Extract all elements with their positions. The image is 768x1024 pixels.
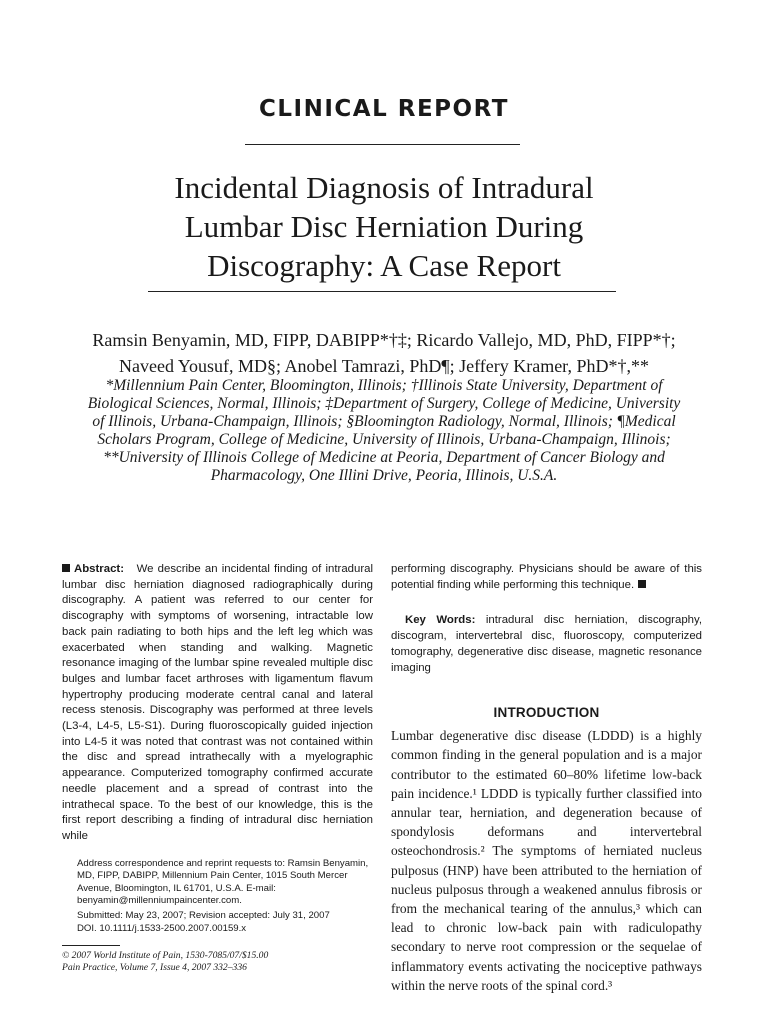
copyright: © 2007 World Institute of Pain, 1530-7085/07/$15.00: [62, 950, 269, 962]
affiliation-line: of Illinois, Urbana-Champaign, Illinois; §Bloomington Radiology, Normal, Illinois; ¶Medical: [92, 413, 676, 430]
doi: DOI. 10.1111/j.1533-2500.2007.00159.x: [77, 922, 247, 934]
affiliation-line: Scholars Program, College of Medicine, University of Illinois, Urbana-Champaign, Illinois;: [97, 431, 671, 448]
keywords: [391, 613, 702, 676]
footer-rule: [62, 945, 120, 946]
title-line: Lumbar Disc Herniation During: [184, 209, 584, 244]
abstract-continued-text: performing discography. Physicians should be aware of this potential finding while performing this technique.: [391, 563, 702, 591]
title-rule: [148, 291, 616, 292]
left-column: [62, 562, 373, 974]
title-line: Incidental Diagnosis of Intradural: [174, 170, 594, 205]
keywords-label: Key Words:: [405, 614, 476, 627]
correspondence-address: Address correspondence and reprint requests to: Ramsin Benyamin, MD, FIPP, DABIPP, Millennium Pain Center, 1015 South Mercer Avenue, Bloomington, IL 61701, U.S.A. E-mail: benyamin@millenniumpaincenter.com.: [77, 857, 369, 907]
affiliations: [58, 377, 710, 485]
affiliation-line: Biological Sciences, Normal, Illinois; ‡Department of Surgery, College of Medicine, University: [87, 395, 681, 412]
author-line: Ramsin Benyamin, MD, FIPP, DABIPP*†‡; Ricardo Vallejo, MD, PhD, FIPP*†;: [92, 330, 676, 350]
author-list: [0, 327, 768, 379]
end-square-icon: [638, 580, 646, 588]
section-label: CLINICAL REPORT: [259, 96, 509, 122]
abstract-continued: [391, 562, 702, 593]
correspondence: [62, 858, 373, 936]
author-line: Naveed Yousuf, MD§; Anobel Tamrazi, PhD¶; Jeffery Kramer, PhD*†,**: [119, 356, 649, 376]
keywords-text: intradural disc herniation, discography, discogram, intervertebral disc, fluoroscopy, computerized tomography, degenerative disc disease, magnetic resonance imaging: [391, 614, 702, 674]
affiliation-line: *Millennium Pain Center, Bloomington, Illinois; †Illinois State University, Department of: [105, 377, 663, 394]
abstract-label: Abstract:: [74, 563, 125, 575]
right-column: [391, 562, 702, 995]
affiliation-line: Pharmacology, One Illini Drive, Peoria, Illinois, U.S.A.: [210, 467, 558, 484]
journal-citation: Pain Practice, Volume 7, Issue 4, 2007 332–336: [62, 962, 247, 974]
introduction-body: Lumbar degenerative disc disease (LDDD) is a highly common finding in the general population and is a major contributor to the estimated 60–80% lifetime low-back pain incidence.¹ LDDD is typically further classified into annular tear, herniation, and degeneration because of spondylosis deformans and intervertebral osteochondrosis.² The symptoms of herniated nucleus pulposus (HNP) have been attributed to the herniation of nucleus pulposus through a weakened annulus fibrosis or from the mechanical tearing of the annulus,³ which can lead to chronic low-back pain with radiculopathy secondary to nerve root compression or the sequelae of inflammatory events activating the nociceptive pathways within the nerve roots of the spinal cord.³: [391, 728, 702, 993]
abstract: [62, 562, 373, 845]
submission-dates: Submitted: May 23, 2007; Revision accepted: July 31, 2007: [77, 910, 330, 922]
title-line: Discography: A Case Report: [207, 248, 561, 283]
abstract-text: We describe an incidental finding of intradural lumbar disc herniation diagnosed radiographically during discography. A patient was referred to our center for discography with symptoms of worsening, intractable low back pain radiating to both hips and the left leg which was exacerbated when standing and walking. Magnetic resonance imaging of the lumbar spine revealed multiple disc bulges and lumbar facet arthroses with ligamentum flavum hypertrophy producing moderate central canal and lateral recess stenosis. Discography was performed at three levels (L3-4, L4-5, L5-S1). During fluoroscopically guided injection into L4-5 it was noted that contrast was not contained within the disc and spread intrathecally with a myelographic appearance. Computerized tomography confirmed accurate needle placement and a spread of contrast into the intrathecal space. To the best of our knowledge, this is the first report describing a finding of intradural disc herniation while: [62, 563, 373, 842]
section-heading: INTRODUCTION: [493, 705, 600, 721]
header-rule: [245, 144, 520, 145]
square-bullet-icon: [62, 564, 70, 572]
affiliation-line: **University of Illinois College of Medicine at Peoria, Department of Cancer Biology and: [103, 449, 665, 466]
article-title: [0, 168, 768, 285]
footer: [62, 950, 373, 974]
